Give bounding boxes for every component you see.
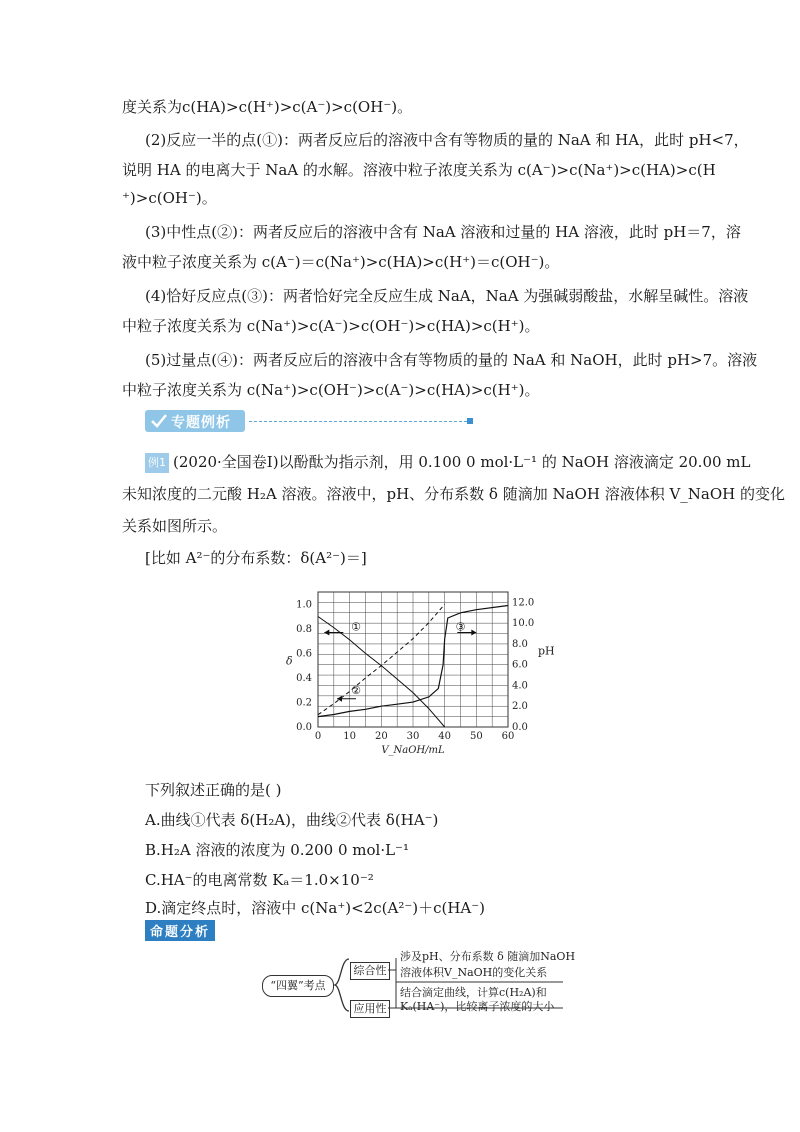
para-line: ⁺)>c(OH⁻)。 xyxy=(122,189,217,207)
checkmark-icon xyxy=(149,412,169,430)
x-tick-label: 30 xyxy=(406,731,420,742)
y-left-tick-label: 0.2 xyxy=(296,697,312,709)
para-line: (4)恰好反应点(③)：两者恰好完全反应生成 NaA，NaA 为强碱弱酸盐，水解呈碱性。溶液 xyxy=(145,287,749,305)
banner-badge xyxy=(145,410,245,432)
para-line: 液中粒子浓度关系为 c(A⁻)＝c(Na⁺)>c(HA)>c(H⁺)＝c(OH⁻)。 xyxy=(122,253,560,271)
y-left-tick-label: 0.4 xyxy=(296,672,312,684)
para-line: (3)中性点(②)：两者反应后的溶液中含有 NaA 溶液和过量的 HA 溶液，此时 pH＝7，溶 xyxy=(145,223,741,241)
question-stem: 下列叙述正确的是( ) xyxy=(145,781,282,799)
y-right-tick-label: 12.0 xyxy=(512,597,535,609)
para-line: 度关系为c(HA)>c(H⁺)>c(A⁻)>c(OH⁻)。 xyxy=(122,98,413,116)
option-b: B.H₂A 溶液的浓度为 0.200 0 mol·L⁻¹ xyxy=(145,841,409,859)
annotation-2: ② xyxy=(351,684,361,698)
example-line: 未知浓度的二元酸 H₂A 溶液。溶液中，pH、分布系数 δ 随滴加 NaOH 溶液体积 V_NaOH 的变化 xyxy=(122,485,786,503)
annotation-3: ③ xyxy=(455,620,466,634)
y-left-tick-label: 0.6 xyxy=(296,648,312,660)
y-right-tick-label: 0.0 xyxy=(512,722,528,733)
y-right-tick-label: 8.0 xyxy=(512,638,528,650)
para-line: (2)反应一半的点(①)：两者反应后的溶液中含有等物质的量的 NaA 和 HA，此时 pH<7， xyxy=(145,131,749,149)
y-right-tick-label: 10.0 xyxy=(512,618,535,630)
option-d: D.滴定终点时，溶液中 c(Na⁺)<2c(A²⁻)＋c(HA⁻) xyxy=(145,899,486,917)
para-line: (5)过量点(④)：两者反应后的溶液中含有等物质的量的 NaA 和 NaOH，此时 pH>7。溶液 xyxy=(145,351,758,369)
mindmap-branch-applied: 应用性 xyxy=(350,1000,390,1018)
example-text: (2020·全国卷Ⅰ)以酚酞为指示剂，用 0.100 0 mol·L⁻¹ 的 NaOH 溶液滴定 20.00 mL xyxy=(173,453,751,471)
y-right-axis-label: pH xyxy=(538,644,555,658)
annotation-1: ① xyxy=(351,620,361,634)
x-tick-label: 40 xyxy=(438,731,452,742)
mindmap-text: 溶液体积V_NaOH的变化关系 xyxy=(400,966,548,979)
section-banner xyxy=(145,408,475,436)
annotation-1-arrowhead xyxy=(324,630,329,636)
para-line: 中粒子浓度关系为 c(Na⁺)>c(A⁻)>c(OH⁻)>c(HA)>c(H⁺)。 xyxy=(122,317,540,335)
titration-chart xyxy=(278,582,578,762)
banner-divider xyxy=(249,421,467,422)
para-line: 说明 HA 的电离大于 NaA 的水解。溶液中粒子浓度关系为 c(A⁻)>c(Na⁺)>c(HA)>c(H xyxy=(122,161,716,179)
para-line: 中粒子浓度关系为 c(Na⁺)>c(OH⁻)>c(A⁻)>c(HA)>c(H⁺)。 xyxy=(122,381,540,399)
x-tick-label: 50 xyxy=(469,731,483,742)
y-left-tick-label: 0.0 xyxy=(296,722,312,733)
banner-divider-end xyxy=(467,418,473,424)
example-tag: 例1 xyxy=(145,453,169,473)
y-right-tick-label: 6.0 xyxy=(512,659,528,671)
chart-grid xyxy=(318,592,508,727)
mindmap-text: 结合滴定曲线，计算c(H₂A)和 xyxy=(400,986,547,999)
mindmap-text: Kₐ(HA⁻)，比较离子浓度的大小 xyxy=(400,1000,555,1013)
x-tick-label: 20 xyxy=(374,731,388,742)
y-right-tick-label: 2.0 xyxy=(512,701,528,713)
option-c: C.HA⁻的电离常数 Kₐ＝1.0×10⁻² xyxy=(145,871,374,889)
example-line: 关系如图所示。 xyxy=(122,517,228,535)
y-left-axis-label: δ xyxy=(286,654,293,668)
x-tick-label: 0 xyxy=(314,731,322,742)
y-left-tick-label: 0.8 xyxy=(296,623,312,635)
analysis-title: 命题分析 xyxy=(145,920,215,941)
option-a: A.曲线①代表 δ(H₂A)，曲线②代表 δ(HA⁻) xyxy=(145,811,439,829)
x-tick-label: 60 xyxy=(501,731,515,742)
mindmap-root: “四翼”考点 xyxy=(262,975,334,997)
banner-title: 专题例析 xyxy=(171,415,231,431)
annotation-3-arrowhead xyxy=(471,630,476,636)
mindmap-branch-integrative: 综合性 xyxy=(350,962,390,980)
chart-labels xyxy=(286,597,555,756)
mindmap-text: 涉及pH、分布系数 δ 随滴加NaOH xyxy=(400,950,576,963)
y-left-tick-label: 1.0 xyxy=(296,599,312,611)
x-axis-label: V_NaOH/mL xyxy=(381,745,445,756)
y-right-tick-label: 4.0 xyxy=(512,680,528,692)
x-tick-label: 10 xyxy=(343,731,357,742)
example-line xyxy=(145,452,751,473)
example-line: [比如 A²⁻的分布系数：δ(A²⁻)＝] xyxy=(145,549,367,567)
